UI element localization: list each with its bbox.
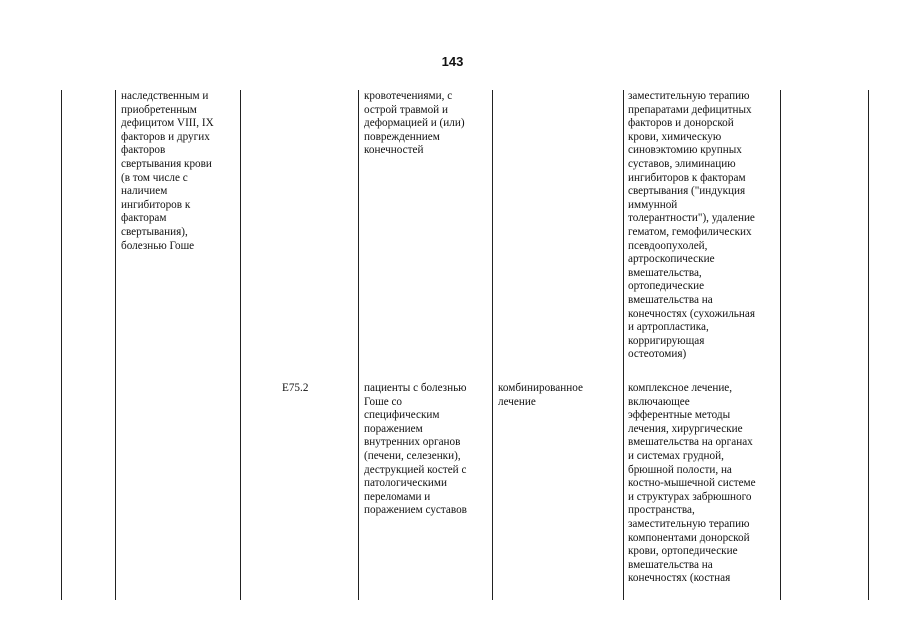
row1-patient-model-cell: кровотечениями, с острой травмой и деформацией и (или) поврежденнием конечностей	[364, 90, 465, 157]
row2-patient-model-cell: пациенты с болезнью Гоше со специфическим поражением внутренних органов (печени, селезенки), деструкцией костей с патологическими переломами и поражением суставов	[364, 382, 467, 517]
table-border-col3	[358, 90, 359, 600]
row1-treatment-method-cell: заместительную терапию препаратами дефицитных факторов и донорской крови, химическую синовэктомию крупных суставов, элиминацию ингибиторов к факторам свертывания ("индукция иммунной толерантности"), удаление гематом, гемофилических псевдоопухолей, артроскопические вмешательства, ортопедические вмешательства на конечностях (сухожильная и артропластика, корригирующая остеотомия)	[628, 90, 755, 361]
row2-treatment-method-cell: комплексное лечение, включающее эфферентные методы лечения, хирургические вмешательства на органах и системах грудной, брюшной полости, на костно-мышечной системе и структурах забрюшного пространства, заместительную терапию компонентами донорской крови, ортопедические вмешательства на конечностях (костная	[628, 382, 756, 585]
table-border-left-inner	[115, 90, 116, 600]
table-border-right-outer	[868, 90, 869, 600]
table-border-left-outer	[61, 90, 62, 600]
table-border-right	[780, 90, 781, 600]
page-number: 143	[441, 54, 464, 69]
table-border-col5	[623, 90, 624, 600]
row2-icd-code-cell: E75.2	[282, 382, 309, 394]
row1-diagnosis-cell: наследственным и приобретенным дефицитом VIII, IX факторов и других факторов свертывания крови (в том числе с наличием ингибиторов к факторам свертывания), болезнью Гоше	[121, 90, 214, 252]
table-border-col2	[240, 90, 241, 600]
table-border-col4	[492, 90, 493, 600]
row2-treatment-type-cell: комбинированное лечение	[498, 382, 583, 408]
